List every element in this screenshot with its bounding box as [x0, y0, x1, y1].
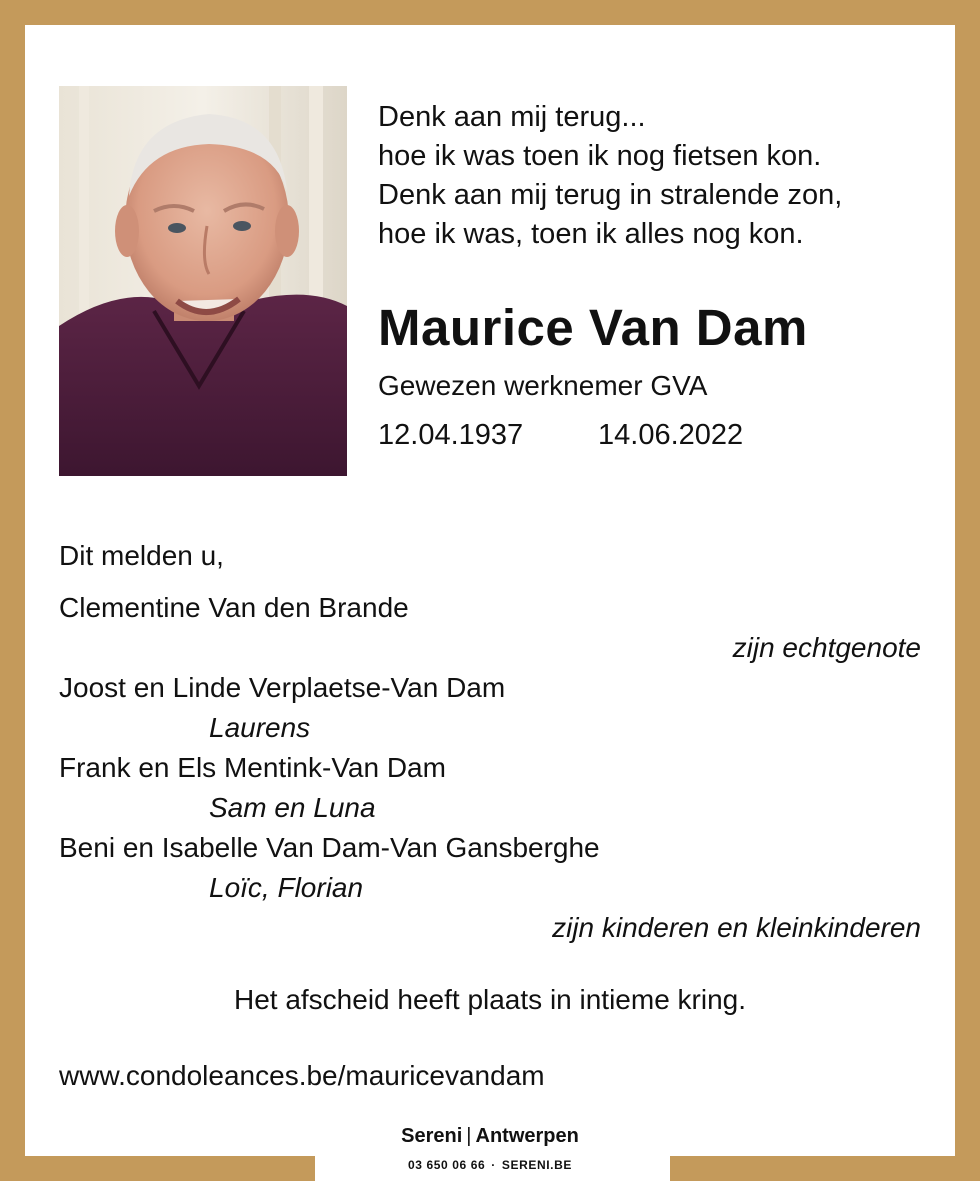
contact-dot: ·	[491, 1158, 496, 1172]
grandchildren-names: Loïc, Florian	[209, 872, 364, 903]
birth-date: 12.04.1937	[378, 419, 524, 451]
funeral-home-contact	[0, 1158, 980, 1172]
child-family-name: Frank en Els Mentink-Van Dam	[59, 752, 446, 783]
brand-location: Antwerpen	[475, 1125, 579, 1147]
deceased-name: Maurice Van Dam	[378, 299, 808, 356]
poem-line: Denk aan mij terug in stralende zon,	[378, 179, 843, 211]
contact-site: SERENI.BE	[501, 1158, 572, 1172]
funeral-home-logo	[0, 1125, 980, 1148]
grandchildren-names: Sam en Luna	[209, 792, 376, 823]
farewell-note: Het afscheid heeft plaats in intieme kring.	[233, 984, 747, 1015]
contact-phone: 03 650 06 66	[408, 1158, 486, 1172]
spouse-relation: zijn echtgenote	[732, 632, 921, 663]
child-family-name: Beni en Isabelle Van Dam-Van Gansberghe	[59, 832, 600, 863]
deceased-occupation: Gewezen werknemer GVA	[378, 370, 708, 401]
spouse-name: Clementine Van den Brande	[59, 592, 409, 623]
announcement-intro: Dit melden u,	[59, 540, 224, 571]
grandchildren-names: Laurens	[209, 712, 311, 743]
child-family-name: Joost en Linde Verplaetse-Van Dam	[59, 672, 506, 703]
poem-line: Denk aan mij terug...	[378, 101, 646, 133]
death-date: 14.06.2022	[598, 419, 744, 451]
portrait-photo	[59, 86, 347, 476]
poem-line: hoe ik was, toen ik alles nog kon.	[378, 218, 804, 250]
brand-name: Sereni	[401, 1125, 463, 1147]
children-relation: zijn kinderen en kleinkinderen	[552, 912, 921, 943]
poem	[378, 98, 842, 254]
portrait-illustration	[59, 86, 347, 476]
condolence-website-link[interactable]: www.condoleances.be/mauricevandam	[59, 1060, 545, 1091]
poem-line: hoe ik was toen ik nog fietsen kon.	[378, 140, 822, 172]
brand-separator: |	[466, 1125, 472, 1147]
